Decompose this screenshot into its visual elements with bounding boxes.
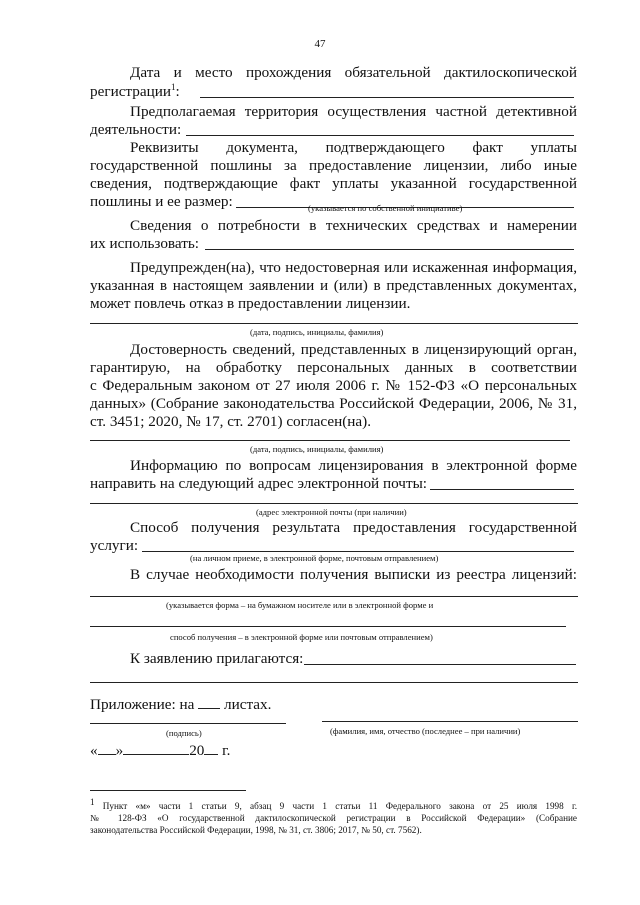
technical-means-field[interactable] — [205, 249, 574, 250]
warning-line1: Предупрежден(на), что недостоверная или искаженная информация, — [130, 259, 577, 276]
attachments-line: К заявлению прилагаются: — [130, 650, 304, 667]
date-year-suffix: г. — [222, 742, 231, 759]
page-number: 47 — [314, 38, 326, 50]
date-year-field[interactable] — [204, 740, 218, 755]
appendix-suffix: листах. — [224, 696, 272, 713]
consent-line4: данных» (Собрание законодательства Российской Федерации, 2006, № 31, — [90, 395, 577, 412]
date-open-quote: « — [90, 742, 98, 759]
footnote-line3: законодательства Российской Федерации, 1998, № 31, ст. 3806; 2017, № 50, ст. 7562). — [90, 825, 422, 835]
extract-form-field[interactable] — [90, 596, 578, 597]
warning-signature-hint: (дата, подпись, инициалы, фамилия) — [250, 327, 384, 337]
date-line — [90, 740, 577, 760]
date-close-quote: » — [115, 742, 124, 759]
payment-details-line3: сведения, подтверждающие факт уплаты указанной государственной — [90, 175, 577, 192]
payment-details-line4: пошлины и ее размер: — [90, 193, 233, 210]
date-month-field[interactable] — [123, 740, 189, 755]
detective-territory-line1: Предполагаемая территория осуществления частной детективной — [130, 103, 577, 120]
warning-line2: указанная в настоящем заявлении и (или) в представленных документах, — [90, 277, 577, 294]
attachments-field-2[interactable] — [90, 682, 578, 683]
attachments-field[interactable] — [304, 664, 576, 665]
consent-line1: Достоверность сведений, представленных в лицензирующий орган, — [130, 341, 577, 358]
footnote-separator — [90, 790, 246, 791]
email-inline-field[interactable] — [430, 489, 574, 490]
extract-line1: В случае необходимости получения выписки из реестра лицензий: — [130, 566, 577, 583]
consent-signature-field[interactable] — [90, 440, 570, 441]
consent-line3: с Федеральным законом от 27 июля 2006 г. № 152-ФЗ «О персональных — [90, 377, 577, 394]
date-year-prefix: 20 — [189, 742, 205, 759]
email-hint: (адрес электронной почты (при наличии) — [256, 507, 407, 517]
delivery-method-line1: Способ получения результата предоставления государственной — [130, 519, 577, 536]
extract-method-field[interactable] — [90, 626, 566, 627]
appendix-line — [90, 694, 577, 714]
footnote-line1 — [90, 796, 578, 812]
consent-line2: гарантирую, на обработку персональных данных в соответствии — [90, 359, 577, 376]
fingerprint-registration-line1: Дата и место прохождения обязательной дактилоскопической — [130, 64, 577, 81]
delivery-method-line2: услуги: — [90, 537, 139, 554]
detective-territory-field[interactable] — [186, 135, 574, 136]
technical-means-line1: Сведения о потребности в технических средствах и намерении — [130, 217, 577, 234]
detective-territory-line2: деятельности: — [90, 121, 182, 138]
delivery-method-hint: (на личном приеме, в электронной форме, почтовым отправлением) — [190, 553, 439, 563]
technical-means-line2: их использовать: — [90, 235, 200, 252]
extract-hint1: (указывается форма – на бумажном носителе или в электронной форме и — [166, 600, 434, 610]
email-request-line2: направить на следующий адрес электронной почты: — [90, 475, 428, 492]
fingerprint-registration-line2 — [90, 83, 577, 101]
consent-signature-hint: (дата, подпись, инициалы, фамилия) — [250, 444, 384, 454]
signature-field[interactable] — [90, 723, 286, 724]
email-field[interactable] — [90, 503, 578, 504]
full-name-hint: (фамилия, имя, отчество (последнее – при наличии) — [330, 726, 521, 736]
warning-signature-field[interactable] — [90, 323, 578, 324]
signature-hint: (подпись) — [166, 728, 202, 738]
email-request-line1: Информацию по вопросам лицензирования в электронной форме — [130, 457, 577, 474]
full-name-field[interactable] — [322, 721, 578, 722]
footnote-mark: 1 — [90, 796, 95, 807]
footnote-ref: 1 — [170, 81, 176, 92]
footnote-text1: Пункт «м» части 1 статьи 9, абзац 9 части 1 статьи 11 Федерального закона от 25 июля 1998 г. — [102, 801, 578, 811]
payment-details-hint: (указывается по собственной инициативе) — [308, 203, 463, 213]
date-day-field[interactable] — [98, 740, 116, 755]
warning-line3: может повлечь отказ в предоставлении лицензии. — [90, 295, 411, 312]
consent-line5: ст. 3451; 2020, № 17, ст. 2701) согласен(на). — [90, 413, 372, 430]
appendix-pages-field[interactable] — [198, 694, 220, 709]
footnote-line2: № 128-ФЗ «О государственной дактилоскопической регистрации в Российской Федерации» (Собрание — [90, 813, 577, 823]
registration-colon: : — [175, 83, 180, 100]
appendix-label: Приложение: на — [90, 696, 195, 713]
payment-details-line2: государственной пошлины за предоставление лицензии, либо иные — [90, 157, 577, 174]
extract-hint2: способ получения – в электронной форме или почтовым отправлением) — [170, 632, 433, 642]
delivery-method-field[interactable] — [142, 551, 574, 552]
fingerprint-registration-field[interactable] — [200, 97, 574, 98]
registration-label: регистрации — [90, 83, 171, 100]
payment-details-line1: Реквизиты документа, подтверждающего факт уплаты — [130, 139, 577, 156]
